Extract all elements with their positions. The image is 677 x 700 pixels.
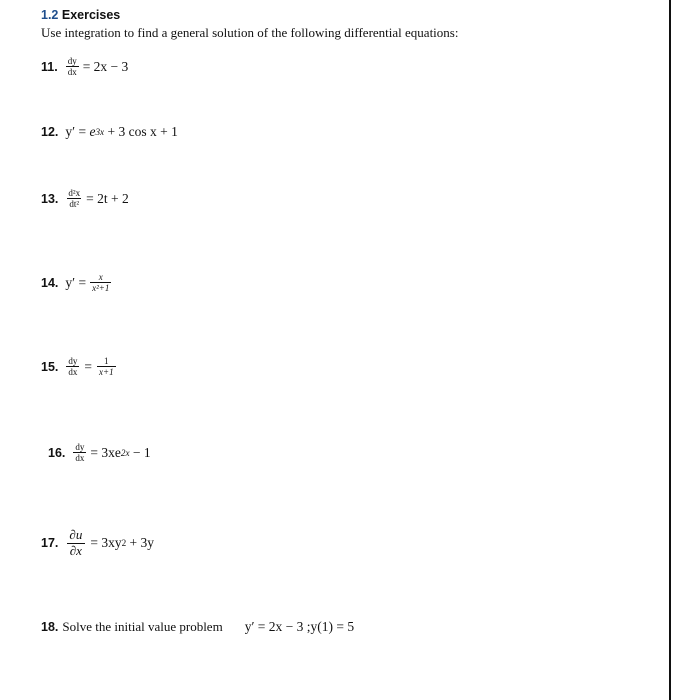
problem-number: 18. [41,620,59,634]
problem-11 [41,56,128,78]
derivative-fraction: $\frac{dy}{dx}$ [67,56,77,78]
exp-base: e [89,124,96,139]
problem-number: 15. [41,359,59,374]
problem-number: 13. [41,191,59,206]
problem-14 [41,272,112,294]
problem-number: 16. [48,445,66,460]
problem-number: 12. [41,125,59,139]
problem-number: 17. [41,536,59,551]
problem-text: Solve the initial value problem [62,619,223,634]
initial-value-equation: y′ = 2x − 3 ;y(1) = 5 [244,619,355,634]
derivative-fraction: $\frac{dy}{dx}$ [68,356,78,378]
problem-13 [41,188,129,210]
equation-rhs-start: = 3xe [90,444,121,460]
problem-17: 17. $\frac{\partial u}{\partial x}$ = 3xy 2 + 3y [41,527,155,558]
section-heading [41,8,120,22]
partial-derivative-fraction: $\frac{\partial u}{\partial x}$ [66,528,85,559]
rhs-fraction: $\frac{1}{x+1}$ [99,356,114,378]
problem-number: 14. [41,275,59,290]
section-number: 1.2 [41,8,59,22]
equation-rhs-start: = 3xy [90,535,122,551]
page-border [669,0,671,700]
section-title: Exercises [61,8,121,22]
instruction-text: Use integration to find a general solution of the following differential equations: [41,25,459,40]
equation-lhs: y′ = [65,274,87,290]
problem-12: 12. y′ = e 3x + 3 cos x + 1 [41,124,178,139]
problem-15 [41,356,117,378]
rhs-fraction: $\frac{x}{\text{x²+1}}$ [92,272,110,294]
second-derivative-fraction: $\frac{\text{d²x}}{\text{dt²}}$ [68,188,81,210]
equation-rhs-end: − 1 [129,444,151,460]
equation-rest: + 3 cos x + 1 [104,124,178,139]
equals-sign: = [84,358,93,374]
problem-number: 11. [41,59,58,74]
equation-rhs: = 2t + 2 [86,190,129,206]
equation-rhs: = 2x − 3 [82,58,129,74]
equation-rhs-end: + 3y [126,535,155,551]
derivative-fraction: $\frac{dy}{dx}$ [75,442,85,464]
problem-18 [41,619,354,635]
equation-lhs: y′ = [65,124,90,139]
problem-16: 16. $\frac{dy}{dx}$ = 3xe 2x − 1 [48,442,151,464]
